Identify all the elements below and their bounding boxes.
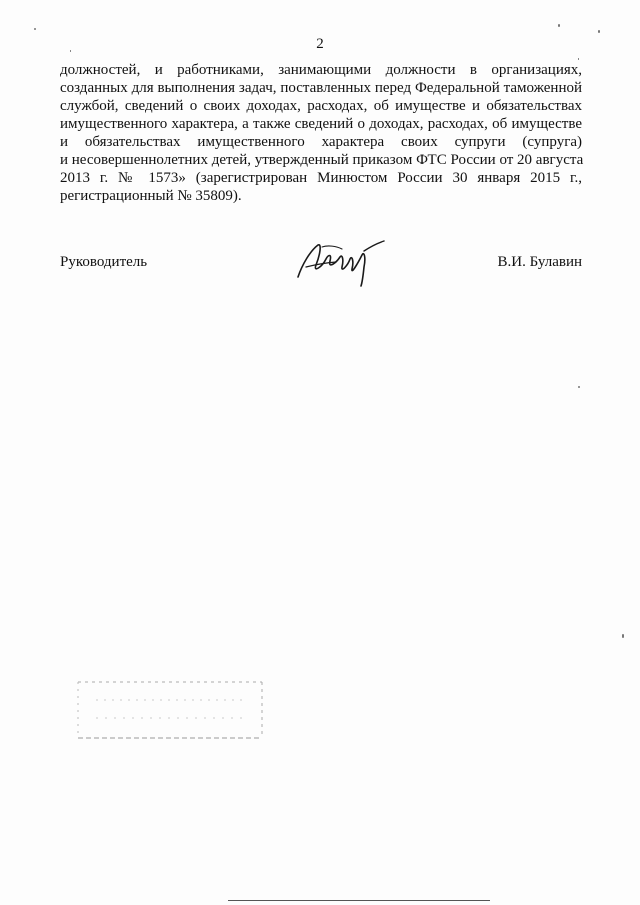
body-paragraph <box>60 61 582 205</box>
bottom-edge-line <box>228 900 490 901</box>
body-line: и несовершеннолетних детей, утвержденный приказом ФТС России от 20 августа <box>60 152 584 168</box>
signatory-name: В.И. Булавин <box>497 254 582 270</box>
signatory-title: Руководитель <box>60 254 148 270</box>
scan-speck <box>34 28 36 30</box>
body-line: должностей, и работниками, занимающими должности в организациях, <box>60 62 582 78</box>
scan-speck <box>70 50 71 52</box>
scan-speck <box>598 30 600 33</box>
body-line: службой, сведений о своих доходах, расходах, об имуществе и обязательствах <box>60 98 582 114</box>
body-line: и обязательствах имущественного характера своих супруги (супруга) <box>60 134 582 150</box>
scan-speck <box>558 24 560 27</box>
scan-speck <box>578 386 580 388</box>
body-line: регистрационный № 35809). <box>60 188 242 204</box>
scan-speck <box>578 58 579 60</box>
faint-stamp-mark <box>76 678 264 742</box>
page-number: 2 <box>316 36 324 52</box>
body-line: 2013 г. № 1573» (зарегистрирован Минюстом России 30 января 2015 г., <box>60 170 582 186</box>
handwritten-signature <box>292 237 392 287</box>
body-line: созданных для выполнения задач, поставленных перед Федеральной таможенной <box>60 80 582 96</box>
signature-block <box>60 251 582 291</box>
scan-speck <box>622 634 624 638</box>
body-line: имущественного характера, а также сведений о доходах, расходах, об имуществе <box>60 116 582 132</box>
